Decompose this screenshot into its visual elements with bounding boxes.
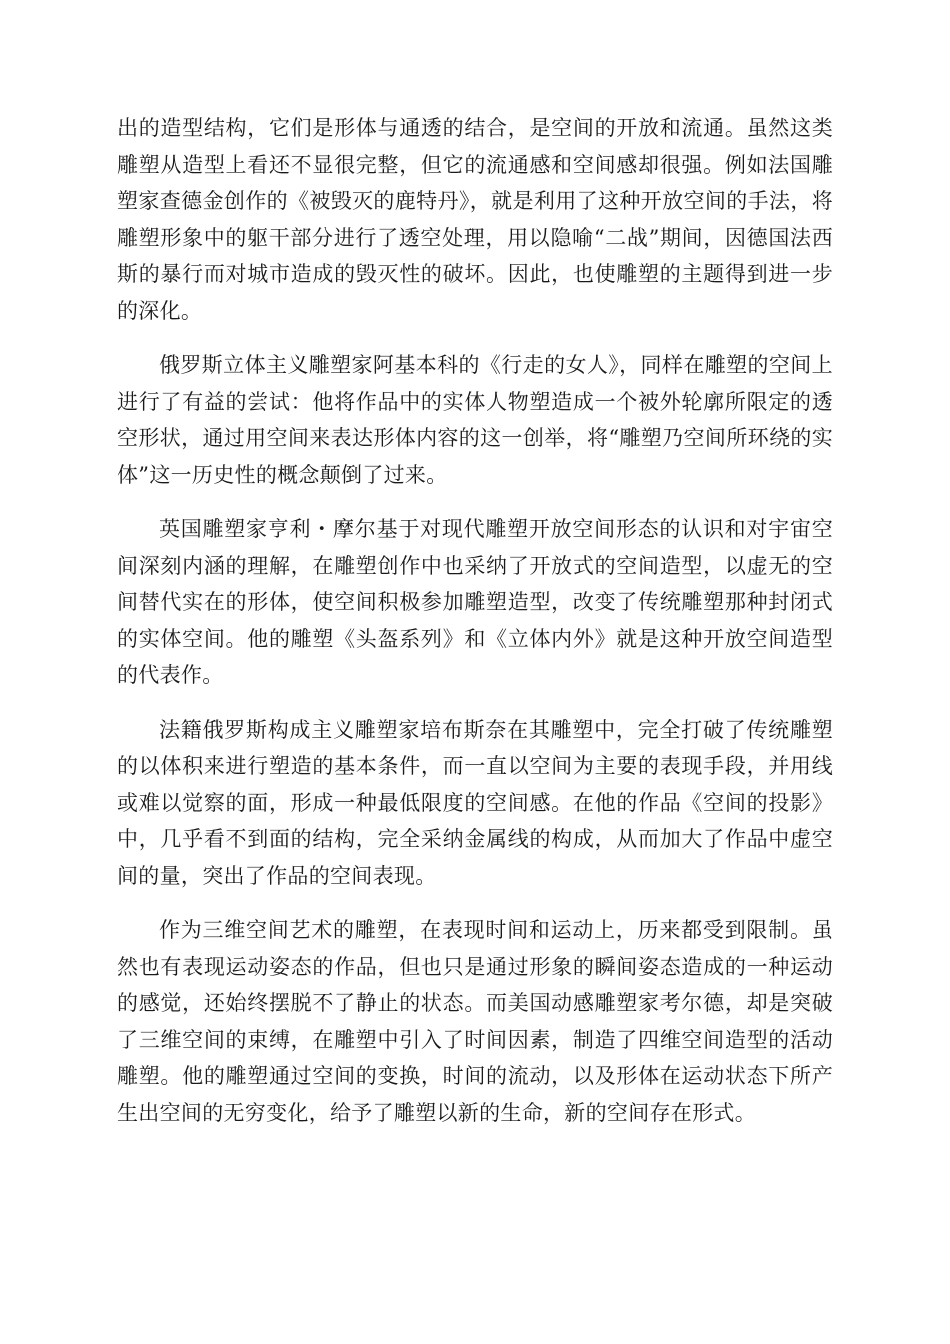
- paragraph-henry-moore: 英国雕塑家亨利・摩尔基于对现代雕塑开放空间形态的认识和对宇宙空间深刻内涵的理解，在雕塑创作中也采纳了开放式的空间造型，以虚无的空间替代实在的形体，使空间积极参加雕塑造型，改变了传统雕塑那种封闭式的实体空间。他的雕塑《头盔系列》和《立体内外》就是这种开放空间造型的代表作。: [117, 517, 833, 687]
- paragraph-continuation: 出的造型结构，它们是形体与通透的结合，是空间的开放和流通。虽然这类雕塑从造型上看还不显很完整，但它的流通感和空间感却很强。例如法国雕塑家查德金创作的《被毁灭的鹿特丹》，就是利用了这种开放空间的手法，将雕塑形象中的躯干部分进行了透空处理，用以隐喻“二战”期间，因德国法西斯的暴行而对城市造成的毁灭性的破坏。因此，也使雕塑的主题得到进一步的深化。: [117, 116, 833, 323]
- body-text: [117, 110, 833, 1149]
- paragraph-pevsner: 法籍俄罗斯构成主义雕塑家培布斯奈在其雕塑中，完全打破了传统雕塑的以体积来进行塑造的基本条件，而一直以空间为主要的表现手段，并用线或难以觉察的面，形成一种最低限度的空间感。在他的作品《空间的投影》中，几乎看不到面的结构，完全采纳金属线的构成，从而加大了作品中虚空间的量，突出了作品的空间表现。: [117, 717, 833, 888]
- paragraph-calder: 作为三维空间艺术的雕塑，在表现时间和运动上，历来都受到限制。虽然也有表现运动姿态的作品，但也只是通过形象的瞬间姿态造成的一种运动的感觉，还始终摆脱不了静止的状态。而美国动感雕塑家考尔德，却是突破了三维空间的束缚，在雕塑中引入了时间因素，制造了四维空间造型的活动雕塑。他的雕塑通过空间的变换，时间的流动，以及形体在运动状态下所产生出空间的无穷变化，给予了雕塑以新的生命，新的空间存在形式。: [117, 918, 833, 1125]
- paragraph-archipenko: 俄罗斯立体主义雕塑家阿基本科的《行走的女人》，同样在雕塑的空间上进行了有益的尝试：他将作品中的实体人物塑造成一个被外轮廓所限定的透空形状，通过用空间来表达形体内容的这一创举，将“雕塑乃空间所环绕的实体”这一历史性的概念颠倒了过来。: [117, 353, 833, 487]
